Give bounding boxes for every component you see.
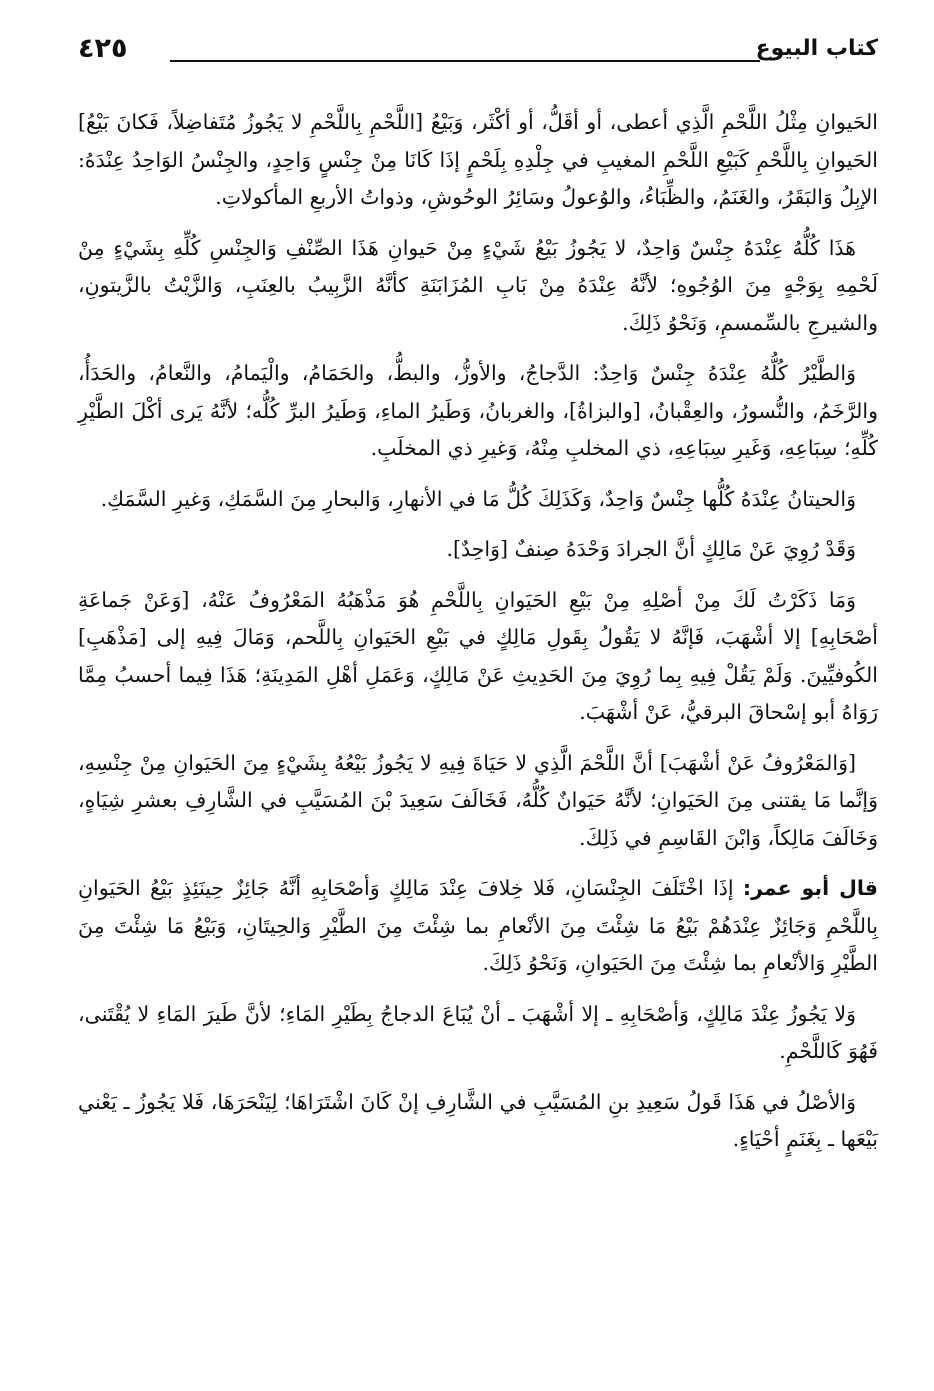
paragraph bbox=[78, 745, 878, 858]
paragraph bbox=[78, 481, 878, 519]
paragraph-text: وَقَدْ رُوِيَ عَنْ مَالِكٍ أنَّ الجرادَ وَحْدَهُ صِنفٌ [وَاحِدٌ]. bbox=[446, 537, 856, 561]
paragraph bbox=[78, 582, 878, 732]
paragraph-text: [وَالمَعْرُوفُ عَنْ أشْهَبَ] أنَّ اللَّحْمَ الَّذِي لا حَيَاةَ فِيهِ لا يَجُوزُ بَيْعُهُ بِشَيْءٍ مِنَ الحَيَوانِ مِنْ جِنْسِهِ، وَإنَّما مَا يقتنى مِنَ الحَيَوانِ؛ لأنَّهُ حَيَوانٌ كُلُّهُ، فَخَالَفَ سَعِيدَ بْنَ المُسَيَّبِ في الشَّارِفِ بعشرِ شِيَاهٍ، وَخَالَفَ مَالِكاً، وَابْنَ القَاسِمِ في ذَلِكَ. bbox=[78, 750, 878, 850]
paragraph bbox=[78, 996, 878, 1071]
page-header bbox=[78, 30, 878, 70]
paragraph-text: وَلا يَجُوزُ عِنْدَ مَالِكٍ، وَأصْحَابِهِ ـ إلا أشْهَبَ ـ أنْ يُبَاعَ الدجاجُ بِطَيْرِ المَاءِ؛ لأنَّ طَيرَ المَاءِ لا يُقْتَنى، فَهُوَ كَاللَّحْمِ. bbox=[78, 1001, 878, 1063]
paragraph bbox=[78, 230, 878, 343]
paragraph-text: وَمَا ذَكَرْتُ لَكَ مِنْ أصْلِهِ مِنْ بَيْعِ الحَيَوانِ بِاللَّحْمِ هُوَ مَذْهَبُهُ المَعْرُوفُ عَنْهُ، [وَعَنْ جَماعَةِ أصْحَابِهِ] إلا أشْهَبَ، فَإنَّهُ لا يَقُولُ بِقَولِ مَالِكٍ في بَيْعِ الحَيَوانِ بِاللَّحم، وَمَالَ فِيهِ إلى [مَذْهَبِ] الكُوفيِّينَ. وَلَمْ يَقُلْ فِيهِ بِما رُوِيَ مِنَ الحَدِيثِ عَنْ مَالِكٍ، وَعَمَلِ أهْلِ المَدِينَةِ؛ هَذَا فِيما أحسبُ مِمَّا رَوَاهُ أبو إسْحاقَ البرقيُّ، عَنْ أشْهَبَ. bbox=[78, 587, 878, 724]
paragraph-text: وَالحيتانُ عِنْدَهُ كُلُّها جِنْسٌ وَاحِدٌ، وَكَذَلِكَ كُلُّ مَا في الأنهارِ، وَالبحارِ مِنَ السَّمَكِ، وَغيرِ السَّمَكِ. bbox=[100, 486, 856, 511]
paragraph-text: وَالأصْلُ في هَذَا قَولُ سَعِيدِ بنِ المُسَيَّبِ في الشَّارِفِ إنْ كَانَ اشْتَرَاهَا؛ لِيَنْحَرَهَا، فَلا يَجُوزُ ـ يَعْني بَيْعَها ـ بِغَنَمٍ أحْيَاءٍ. bbox=[78, 1089, 878, 1151]
body-text bbox=[78, 104, 878, 1172]
paragraph-text: إذَا اخْتَلَفَ الجِنْسَانِ، فَلا خِلافَ عِنْدَ مَالِكٍ وَأصْحَابِهِ أنَّهُ جَائِزٌ حِينَئِذٍ بَيْعُ الحَيَوانِ بِاللَّحْمِ وَجَائِزٌ عِنْدَهُمْ بَيْعُ مَا شِئْتَ مِنَ الأنْعامِ بما شِئْتَ مِنَ الطَّيْرِ وَالحِيتَانِ، وَبَيْعُ مَا شِئْتَ مِنَ الطَّيْرِ وَالأنْعامِ بما شِئْتَ مِنَ الحَيَوانِ، وَنَحْوُ ذَلِكَ. bbox=[78, 876, 878, 975]
paragraph-text: هَذَا كُلُّهُ عِنْدَهُ جِنْسٌ وَاحِدٌ، لا يَجُوزُ بَيْعُ شَيْءٍ مِنْ حَيوانِ هَذَا الصِّنْفِ وَالجِنْسِ كُلِّهِ بِشَيْءٍ مِنْ لَحْمِهِ بِوَجْهٍ مِنَ الوُجُوهِ؛ لأنَّهُ عِنْدَهُ مِنْ بَابِ المُزَابَنَةِ كأنَّهُ الزَّبِيبُ بالعِنَبِ، وَالزَّيْتُ بالزَّيتونِ، والشيرجِ بالسِّمسمِ، وَنَحْوُ ذَلِكَ. bbox=[78, 235, 878, 335]
paragraph-text: وَالطَّيْرُ كُلُّهُ عِنْدَهُ جِنْسٌ وَاحِدٌ: الدَّجاجُ، والأوزُّ، والبطُّ، والحَمَامُ، والْيَمامُ، والنَّعامُ، والحَدَأُ، والرَّخَمُ، والنُّسورُ، والعِقْبانُ، [والبزاةُ]، والغربانُ، وَطَيرُ الماءِ، وَطَيرُ البرِّ كُلُّه؛ لأنَّهُ يَرى أكْلَ الطَّيْرِ كُلِّهِ؛ سِبَاعِهِ، وَغَيرِ سِبَاعِهِ، ذي المخلبِ مِنْهُ، وَغيرِ ذي المخلَبِ. bbox=[78, 361, 878, 460]
header-rule bbox=[170, 60, 760, 62]
paragraph bbox=[78, 531, 878, 569]
page-number: ٤٢٥ bbox=[78, 33, 128, 64]
speaker-label: قال أبو عمر: bbox=[742, 876, 878, 900]
paragraph bbox=[78, 355, 878, 468]
paragraph bbox=[78, 104, 878, 217]
paragraph bbox=[78, 1084, 878, 1159]
paragraph-text: الحَيوانِ مِثْلُ اللَّحْمِ الَّذِي أعطى، أو أقَلُّ، أو أكْثَر، وَبَيْعُ [اللَّحْمِ بِاللَّحْمِ لا يَجُوزُ مُتَفاضِلاً، فَكانَ بَيْعُ] الحَيوانِ بِاللَّحْمِ كَبَيْعِ اللَّحْمِ المغيبِ في جِلْدِهِ بِلَحْمٍ إذَا كَانَا مِنْ جِنْسٍ وَاحِدٍ، والجِنْسُ الوَاحِدُ عِنْدَهُ: الإبِلُ وَالبَقَرُ، والغَنَمُ، والظِّبَاءُ، والوُعولُ وسَائِرُ الوحُوشِ، وذواتُ الأربعِ المأكولاتِ. bbox=[78, 110, 878, 209]
paragraph bbox=[78, 870, 878, 983]
running-title: كتاب البيوع bbox=[755, 36, 878, 61]
